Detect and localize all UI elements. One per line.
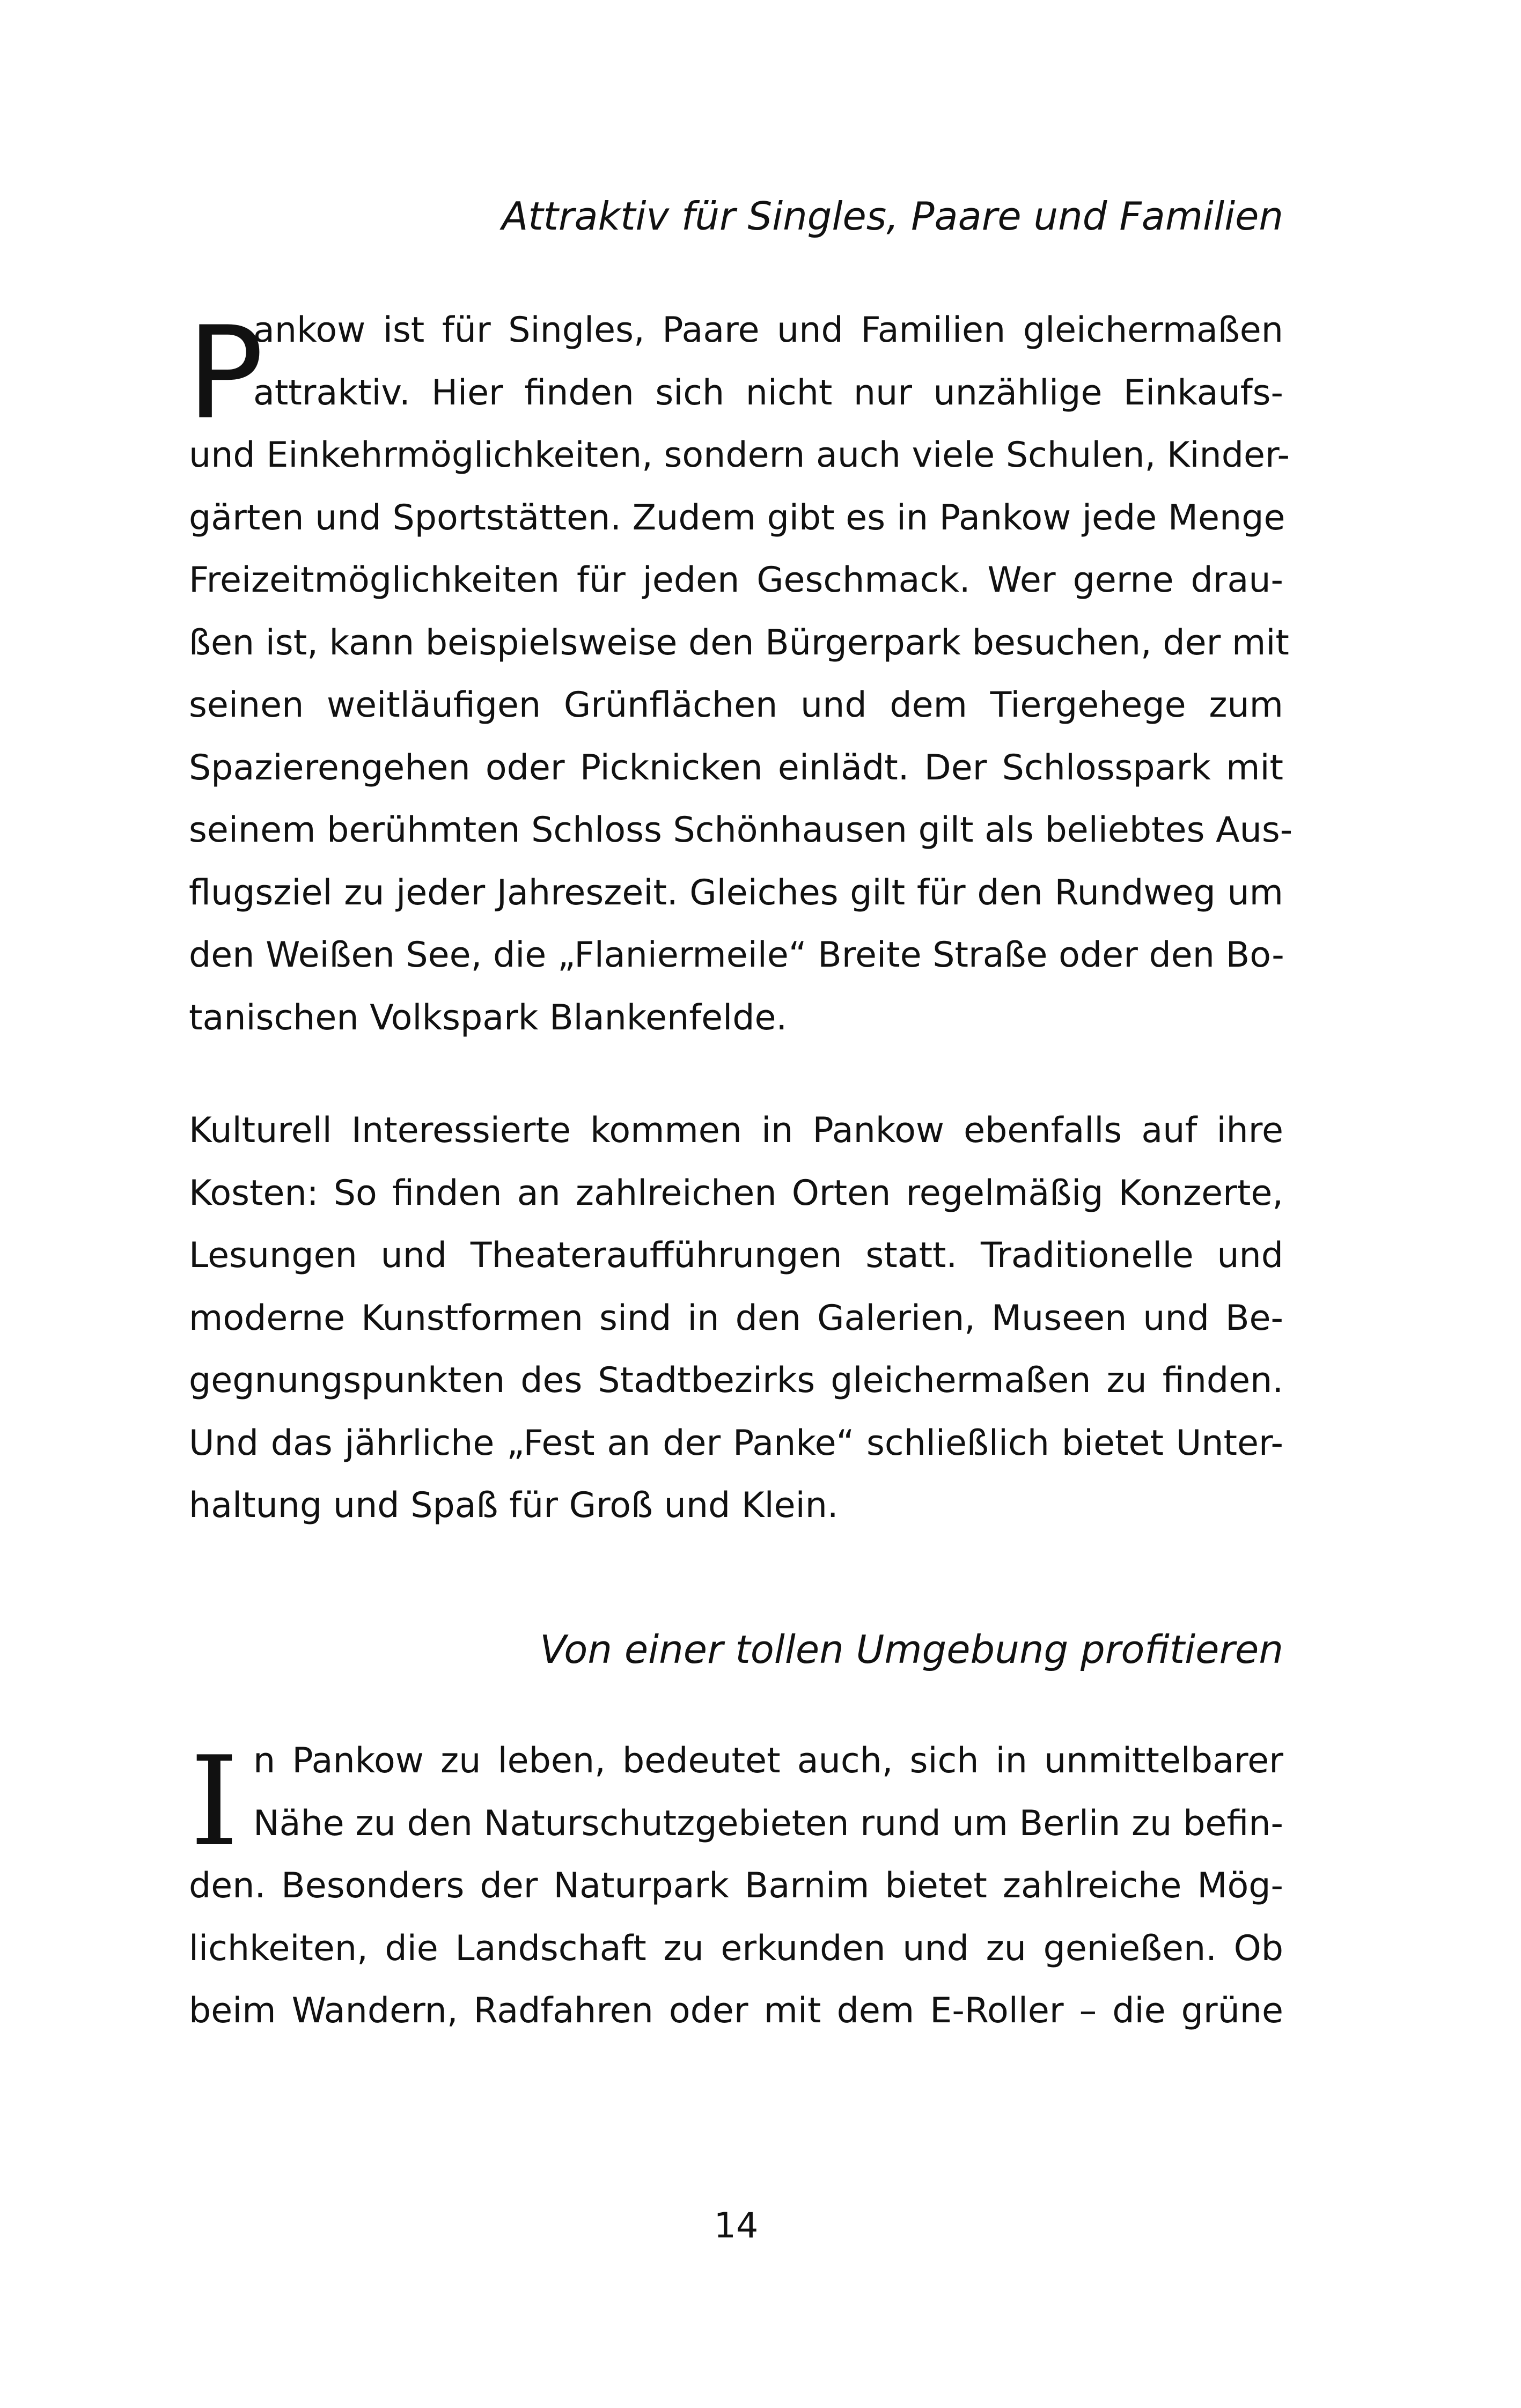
text-line: attraktiv. Hier finden sich nicht nur unzählige Einkaufs- [253, 372, 1283, 413]
text-line: gegnungspunkten des Stadtbezirks gleichermaßen zu finden. [189, 1360, 1283, 1401]
book-page [187, 0, 1293, 2408]
text-line: ankow ist für Singles, Paare und Familien gleichermaßen [253, 310, 1283, 350]
text-line: seinem berühmten Schloss Schönhausen gilt als beliebtes Aus- [189, 810, 1293, 850]
page-number: 14 [714, 2206, 759, 2246]
section-heading: Attraktiv für Singles, Paare und Familien [502, 194, 1283, 239]
section-heading: Von einer tollen Umgebung profitieren [540, 1627, 1283, 1672]
text-line: Kulturell Interessierte kommen in Pankow ebenfalls auf ihre [189, 1110, 1283, 1151]
text-line: haltung und Spaß für Groß und Klein. [189, 1485, 839, 1526]
paragraph-kultur [189, 1100, 1283, 1537]
text-line: Nähe zu den Naturschutzgebieten rund um Berlin zu befin- [253, 1803, 1283, 1844]
text-line: Und das jährliche „Fest an der Panke“ schließlich bietet Unter- [189, 1423, 1283, 1463]
paragraph-umgebung [189, 1730, 1283, 2043]
text-line: seinen weitläufigen Grünflächen und dem Tiergehege zum [189, 685, 1283, 725]
text-line: lichkeiten, die Landschaft zu erkunden und zu genießen. Ob [189, 1928, 1283, 1969]
text-line: flugsziel zu jeder Jahreszeit. Gleiches gilt für den Rundweg um [189, 872, 1283, 913]
text-line: den Weißen See, die „Flaniermeile“ Breite Straße oder den Bo- [189, 935, 1284, 975]
text-line: Freizeitmöglichkeiten für jeden Geschmack. Wer gerne drau- [189, 560, 1283, 600]
text-line: n Pankow zu leben, bedeutet auch, sich in unmittelbarer [253, 1741, 1283, 1781]
text-line: Spazierengehen oder Picknicken einlädt. Der Schlosspark mit [189, 747, 1283, 788]
drop-cap: I [190, 1730, 239, 1874]
text-line: Kosten: So finden an zahlreichen Orten regelmäßig Konzerte, [189, 1173, 1283, 1213]
text-line: und Einkehrmöglichkeiten, sondern auch viele Schulen, Kinder- [189, 435, 1290, 475]
text-line: moderne Kunstformen sind in den Galerien, Museen und Be- [189, 1298, 1283, 1338]
text-line: ßen ist, kann beispielsweise den Bürgerpark besuchen, der mit [189, 622, 1289, 663]
text-line: Lesungen und Theateraufführungen statt. Traditionelle und [189, 1235, 1283, 1276]
paragraph-attraktiv [187, 299, 1293, 1049]
text-line: gärten und Sportstätten. Zudem gibt es in Pankow jede Menge [189, 497, 1285, 538]
text-line: den. Besonders der Naturpark Barnim bietet zahlreiche Mög- [189, 1866, 1283, 1906]
text-line: tanischen Volkspark Blankenfelde. [189, 997, 788, 1038]
drop-cap: P [187, 299, 264, 448]
text-line: beim Wandern, Radfahren oder mit dem E-Roller – die grüne [189, 1991, 1283, 2031]
